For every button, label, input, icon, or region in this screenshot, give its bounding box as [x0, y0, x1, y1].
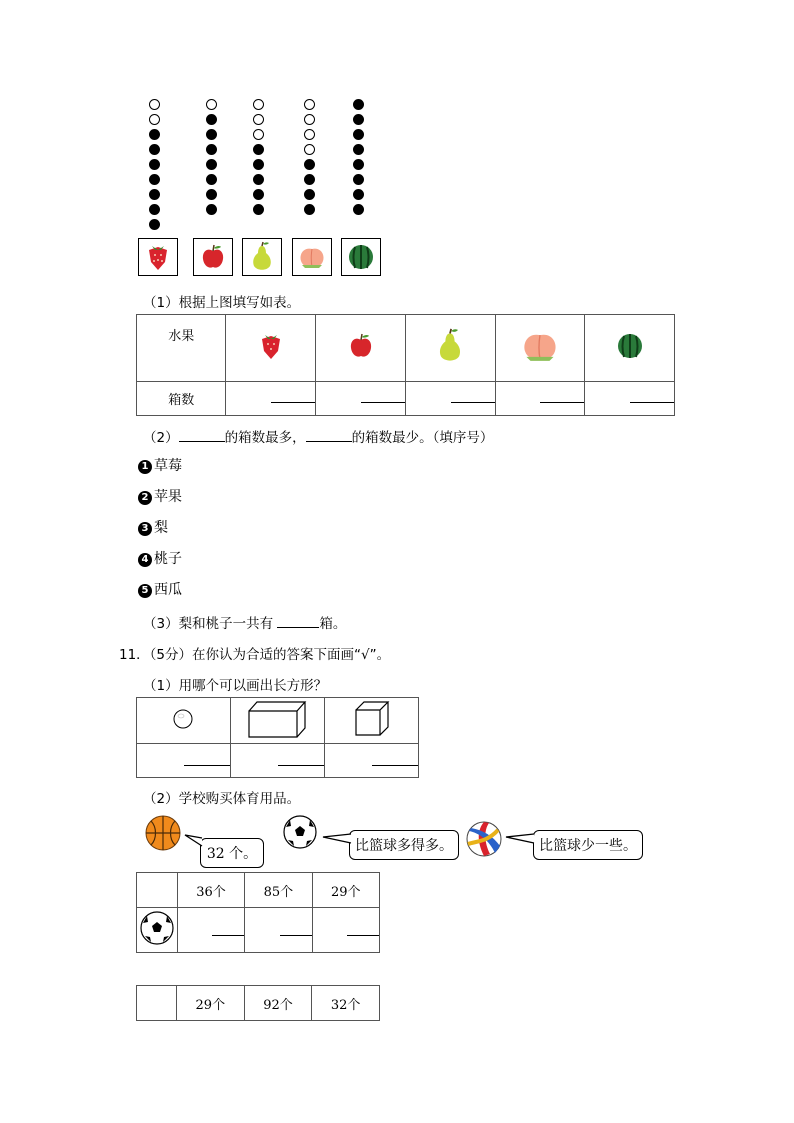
strawberry-icon [258, 331, 284, 361]
open-dot [304, 114, 315, 125]
question-11-title: 11．（5分）在你认为合适的答案下面画“√”。 [119, 647, 391, 663]
open-dot [149, 114, 160, 125]
bubble-tail [505, 832, 535, 846]
apple-icon [199, 243, 227, 271]
answer-blank[interactable] [179, 441, 225, 442]
pear-icon [248, 241, 276, 273]
option-cell: 92个 [244, 986, 312, 1021]
answer-blank[interactable] [306, 441, 352, 442]
filled-dot [353, 189, 364, 200]
sphere-icon [171, 707, 195, 731]
option-5: 5 西瓜 [138, 579, 182, 599]
filled-dot [253, 204, 264, 215]
filled-dot [353, 129, 364, 140]
filled-dot [304, 189, 315, 200]
filled-dot [253, 189, 264, 200]
dot-column-peach [304, 99, 318, 219]
volleyball-bubble: 比篮球少一些。 [533, 830, 643, 860]
open-dot [149, 99, 160, 110]
option-cell: 36个 [177, 873, 244, 908]
header-boxes: 箱数 [137, 382, 226, 416]
cuboid-icon [247, 699, 307, 739]
option-cell: 32个 [312, 986, 380, 1021]
answer-blank[interactable] [540, 402, 584, 403]
watermelon-icon [615, 327, 645, 365]
filled-dot [304, 204, 315, 215]
open-dot [253, 114, 264, 125]
answer-blank[interactable] [347, 935, 379, 936]
filled-dot [353, 99, 364, 110]
peach-icon [518, 327, 562, 365]
option-1: 1 草莓 [138, 455, 182, 475]
peach-icon [296, 243, 328, 271]
volleyball-icon [465, 820, 503, 858]
filled-dot [253, 144, 264, 155]
filled-dot [149, 144, 160, 155]
question-3: （3）梨和桃子一共有 箱。 [143, 616, 347, 632]
answer-blank[interactable] [372, 765, 418, 766]
question-1-label: （1）根据上图填写如表。 [143, 295, 301, 311]
apple-icon [347, 331, 375, 361]
pear-box [242, 238, 282, 276]
open-dot [304, 99, 315, 110]
option-4: 4 桃子 [138, 548, 182, 568]
filled-dot [206, 174, 217, 185]
answer-blank[interactable] [361, 402, 405, 403]
dot-column-watermelon [353, 99, 367, 219]
filled-dot [206, 159, 217, 170]
answer-blank[interactable] [184, 765, 230, 766]
strawberry-icon [145, 242, 171, 272]
filled-dot [353, 114, 364, 125]
option-cell: 29个 [176, 986, 244, 1021]
filled-dot [206, 144, 217, 155]
answer-blank[interactable] [277, 627, 319, 628]
shape-table [136, 697, 419, 778]
option-cell: 29个 [312, 873, 379, 908]
answer-blank[interactable] [271, 402, 315, 403]
filled-dot [253, 174, 264, 185]
answer-blank[interactable] [451, 402, 495, 403]
soccer-ball-icon [282, 814, 318, 850]
filled-dot [206, 114, 217, 125]
bubble-tail [184, 834, 204, 850]
open-dot [253, 99, 264, 110]
volleyball-count-table [136, 985, 380, 1021]
basketball-icon [144, 814, 182, 852]
header-fruit: 水果 [137, 315, 226, 382]
filled-dot [149, 189, 160, 200]
soccer-count-table [136, 872, 380, 953]
question-2: （2） 的箱数最多， 的箱数最少。（填序号） [143, 430, 494, 446]
soccer-bubble: 比篮球多得多。 [349, 830, 459, 860]
filled-dot [353, 204, 364, 215]
filled-dot [149, 174, 160, 185]
soccer-ball-icon [139, 910, 175, 946]
bubble-tail [322, 832, 352, 846]
filled-dot [304, 174, 315, 185]
filled-dot [304, 159, 315, 170]
dot-column-strawberry [149, 99, 163, 234]
question-11-2: （2）学校购买体育用品。 [143, 791, 301, 807]
dot-column-pear [253, 99, 267, 219]
answer-blank[interactable] [212, 935, 244, 936]
filled-dot [353, 159, 364, 170]
filled-dot [149, 129, 160, 140]
filled-dot [206, 129, 217, 140]
question-11-1: （1）用哪个可以画出长方形？ [143, 678, 328, 694]
fruit-box-table [136, 314, 675, 416]
filled-dot [149, 219, 160, 230]
filled-dot [206, 189, 217, 200]
open-dot [253, 129, 264, 140]
answer-blank[interactable] [630, 402, 674, 403]
answer-blank[interactable] [278, 765, 324, 766]
watermelon-icon [346, 242, 376, 272]
answer-blank[interactable] [280, 935, 312, 936]
watermelon-box [341, 238, 381, 276]
filled-dot [149, 159, 160, 170]
filled-dot [206, 204, 217, 215]
option-2: 2 苹果 [138, 486, 182, 506]
open-dot [304, 129, 315, 140]
open-dot [304, 144, 315, 155]
strawberry-box [138, 238, 178, 276]
peach-box [292, 238, 332, 276]
basketball-bubble: 32 个。 [200, 838, 264, 868]
open-dot [206, 99, 217, 110]
cube-icon [354, 700, 390, 738]
filled-dot [353, 174, 364, 185]
option-cell: 85个 [245, 873, 312, 908]
option-3: 3 梨 [138, 517, 168, 537]
dot-column-apple [206, 99, 220, 219]
filled-dot [149, 204, 160, 215]
filled-dot [253, 159, 264, 170]
pear-icon [434, 323, 466, 369]
filled-dot [353, 144, 364, 155]
apple-box [193, 238, 233, 276]
